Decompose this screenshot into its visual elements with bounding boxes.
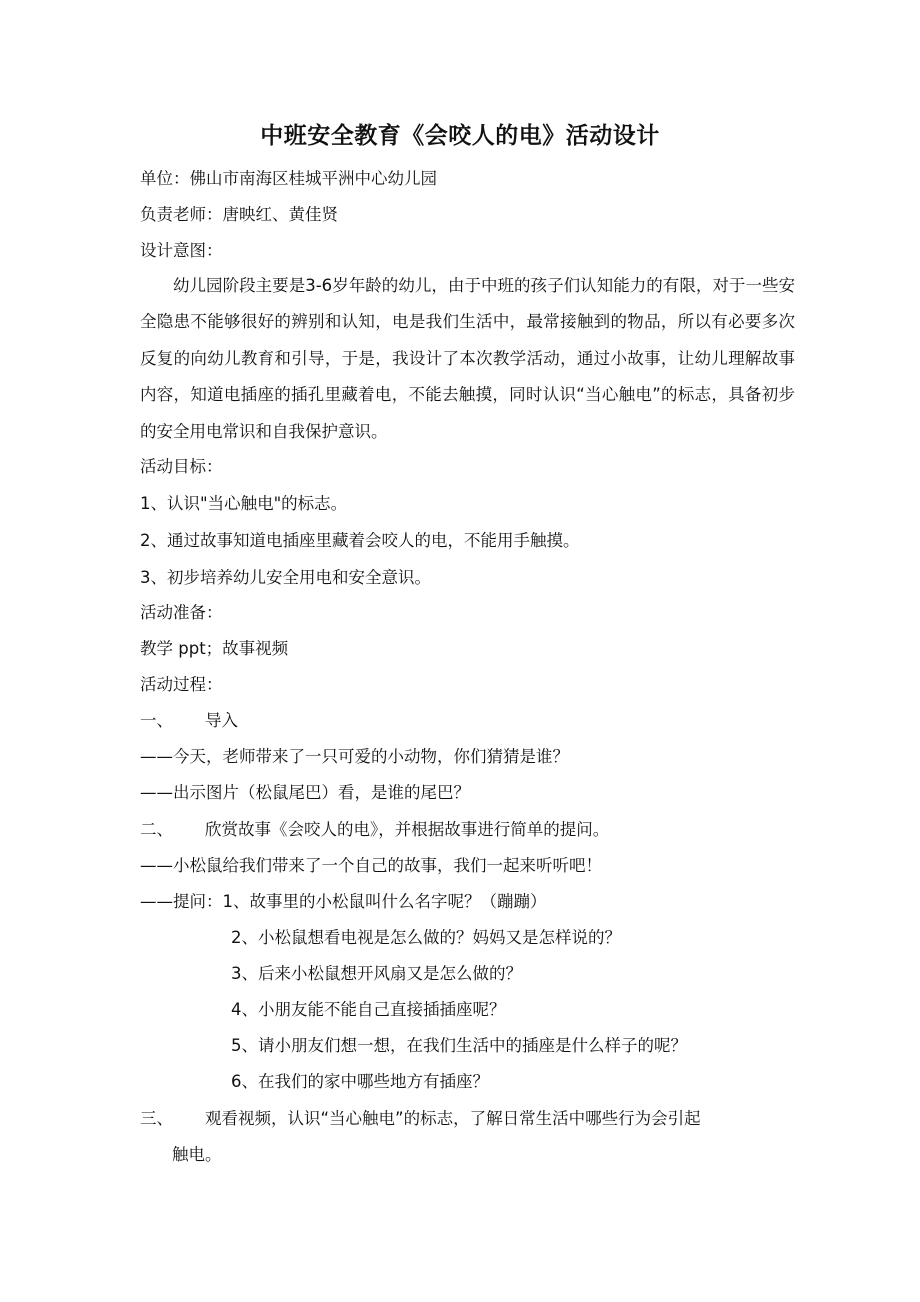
intent-heading: 设计意图： — [140, 241, 223, 260]
section1-line: ——今天，老师带来了一只可爱的小动物，你们猜猜是谁？ — [140, 747, 569, 766]
section3-mark: 三、 — [140, 1109, 173, 1128]
goal-item: 3、初步培养幼儿安全用电和安全意识。 — [140, 568, 431, 587]
prep-heading: 活动准备： — [140, 603, 223, 622]
question-item: 2、小松鼠想看电视是怎么做的？妈妈又是怎样说的？ — [231, 928, 621, 947]
section3-title-cont: 触电。 — [172, 1145, 222, 1164]
question-item: 4、小朋友能不能自己直接插插座呢？ — [231, 1000, 506, 1019]
unit-line: 单位：佛山市南海区桂城平洲中心幼儿园 — [140, 169, 437, 188]
process-heading: 活动过程： — [140, 675, 223, 694]
section3-title: 观看视频，认识“当心触电”的标志，了解日常生活中哪些行为会引起 — [205, 1109, 701, 1128]
section2-line: ——小松鼠给我们带来了一个自己的故事，我们一起来听听吧！ — [140, 856, 602, 875]
question-item: 5、请小朋友们想一想，在我们生活中的插座是什么样子的呢？ — [231, 1036, 687, 1055]
intent-paragraph: 幼儿园阶段主要是3-6岁年龄的幼儿，由于中班的孩子们认知能力的有限，对于一些安全隐患不能够很好的辨别和认知，电是我们生活中，最常接触到的物品，所以有必要多次反复的向幼儿教育和引导，于是，我设计了本次教学活动，通过小故事，让幼儿理解故事内容，知道电插座的插孔里藏着电，不能去触摸，同时认识“当心触电”的标志，具备初步的安全用电常识和自我保护意识。 — [140, 276, 795, 441]
goal-item: 1、认识"当心触电"的标志。 — [140, 494, 348, 513]
section2-mark: 二、 — [140, 820, 173, 839]
question-item: 6、在我们的家中哪些地方有插座？ — [231, 1072, 489, 1091]
document-title: 中班安全教育《会咬人的电》活动设计 — [260, 123, 660, 149]
teachers-line: 负责老师：唐映红、黄佳贤 — [140, 205, 338, 224]
question-item: 3、后来小松鼠想开风扇又是怎么做的？ — [231, 964, 522, 983]
prep-body: 教学 ppt；故事视频 — [140, 639, 289, 658]
section2-line: ——提问：1、故事里的小松鼠叫什么名字呢？（蹦蹦） — [140, 892, 547, 911]
section1-line: ——出示图片（松鼠尾巴）看，是谁的尾巴？ — [140, 783, 470, 802]
goals-heading: 活动目标： — [140, 457, 223, 476]
section2-title: 欣赏故事《会咬人的电》，并根据故事进行简单的提问。 — [205, 820, 610, 839]
section1-title: 导入 — [205, 711, 238, 730]
goal-item: 2、通过故事知道电插座里藏着会咬人的电，不能用手触摸。 — [140, 531, 580, 550]
section1-mark: 一、 — [140, 711, 173, 730]
